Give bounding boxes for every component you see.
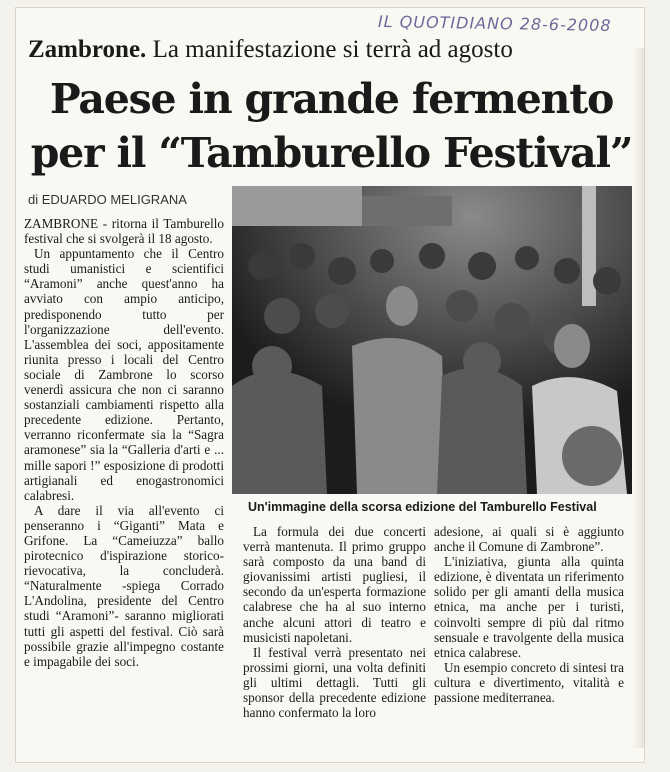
paragraph: L'iniziativa, giunta alla quinta edizione, è diventata un riferimento solido per gli amanti della musica etnica, ma anche per i turisti, coinvolti sempre di più dal ritmo sensuale e travolgente della musica etnica calabrese. — [434, 554, 624, 660]
paragraph: adesione, ai quali si è aggiunto anche il Comune di Zambrone”. — [434, 524, 624, 555]
photo-caption: Un'immagine della scorsa edizione del Tamburello Festival — [248, 500, 597, 514]
byline: di EDUARDO MELIGRANA — [28, 192, 187, 207]
kicker-place: Zambrone. — [28, 36, 147, 63]
article-column-2 — [243, 524, 426, 720]
paragraph: Il festival verrà presentato nei prossimi giorni, una volta definiti gli ultimi dettagli. Tutti gli sponsor della precedente edizione hanno confermato la loro — [243, 644, 426, 721]
festival-photo — [232, 186, 632, 494]
kicker-text: La manifestazione si terrà ad agosto — [152, 36, 513, 63]
headline: Paese in grande fermento per il “Tamburello Festival” — [30, 75, 633, 177]
crowd-illustration — [232, 186, 632, 494]
paragraph: Un esempio concreto di sintesi tra cultura e divertimento, vitalità e passione mediterranea. — [434, 659, 624, 706]
kicker — [28, 36, 513, 64]
paragraph: Un appuntamento che il Centro studi umanistici e scientifici “Aramoni” anche quest'anno ha avviato con ampio anticipo, predisponendo tutto per l'organizzazione dell'evento. L'assemblea dei soci, appositamente riunita presso i locali del Centro sociale di Zambrone lo scorso venerdì assicura che non ci saranno sostanziali cambiamenti rispetto alla precedente edizione. Pertanto, verranno riconfermate sia la “Sagra aramonese” sia la “Galleria d'arti e ... mille sapori !” esposizione di prodotti artigianali ed enogastronomici calabresi. — [24, 246, 224, 503]
paragraph: La formula dei due concerti verrà mantenuta. Il primo gruppo sarà composto da una band di giovanissimi artisti pugliesi, il secondo da un'esperta formazione calabrese che ha al suo interno anche alcuni attori di teatro e musicisti napoletani. — [243, 524, 426, 645]
paragraph: A dare il via all'evento ci penseranno i “Giganti” Mata e Grifone. La “Cameiuzza” ballo pirotecnico d'ispirazione storico-rievocativa, la concluderà. “Naturalmente -spiega Corrado L'Andolina, presidente del Centro studi “Aramoni”- saranno migliorati tutti gli aspetti del festival. Ciò sarà possibile grazie all'impegno costante e impagabile dei soci. — [24, 502, 224, 669]
article-column-1 — [24, 216, 224, 669]
article-column-3 — [434, 524, 624, 705]
paragraph: ZAMBRONE - ritorna il Tamburello festival che si svolgerà il 18 agosto. — [24, 216, 224, 247]
paper-edge — [632, 48, 644, 748]
newspaper-clipping — [16, 8, 644, 762]
handwritten-note: IL QUOTIDIANO 28-6-2008 — [377, 11, 612, 36]
